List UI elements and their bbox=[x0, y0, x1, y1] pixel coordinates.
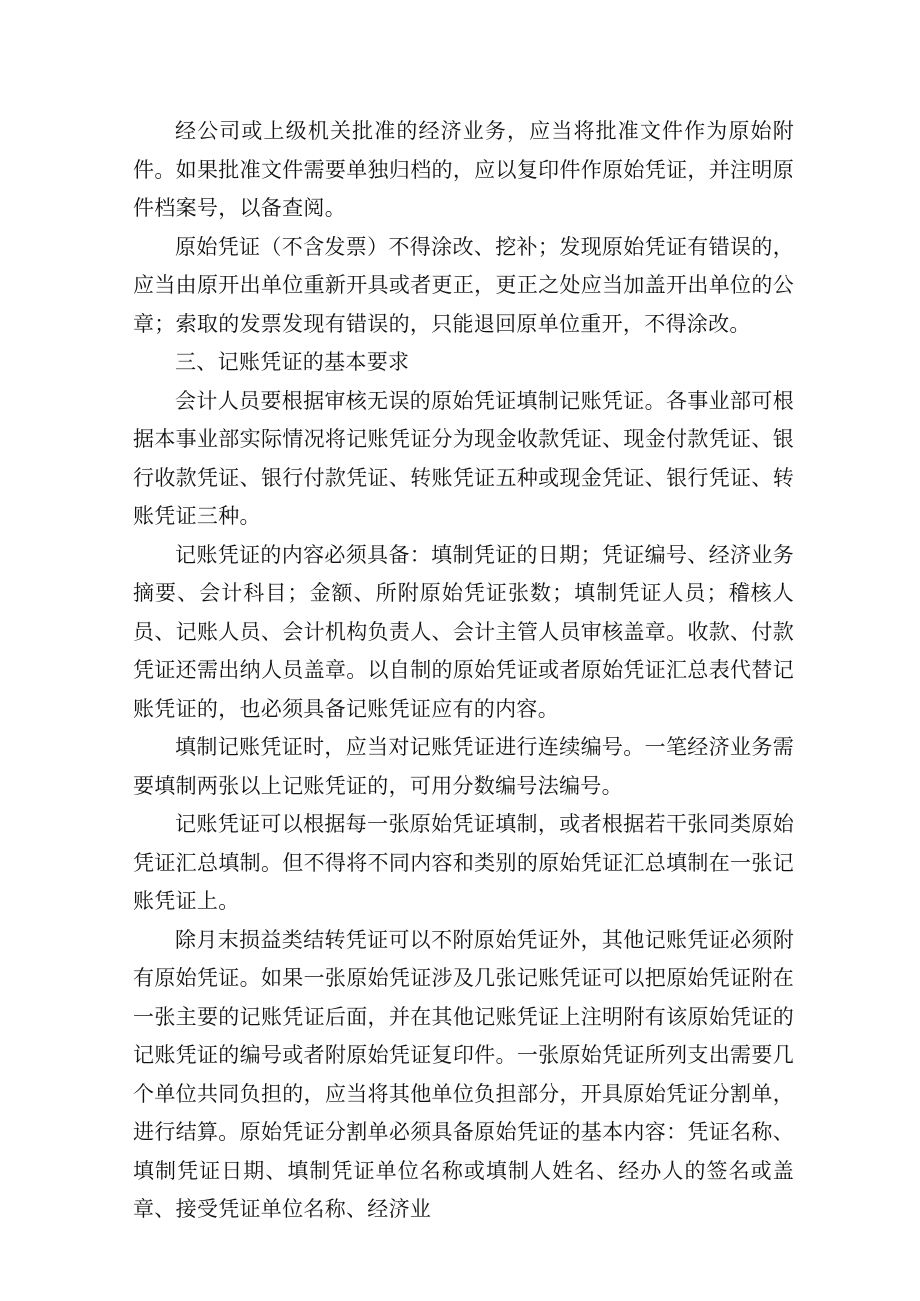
paragraph-voucher-contents: 记账凭证的内容必须具备：填制凭证的日期；凭证编号、经济业务摘要、会计科目；金额、所附原始凭证张数；填制凭证人员；稽核人员、记账人员、会计机构负责人、会计主管人员审核盖章。收款、付款凭证还需出纳人员盖章。以自制的原始凭证或者原始凭证汇总表代替记账凭证的，也必须具备记账凭证应有的内容。 bbox=[133, 542, 794, 721]
document-body bbox=[133, 112, 794, 1229]
paragraph-voucher-types: 会计人员要根据审核无误的原始凭证填制记账凭证。各事业部可根据本事业部实际情况将记账凭证分为现金收款凭证、现金付款凭证、银行收款凭证、银行付款凭证、转账凭证五种或现金凭证、银行凭证、转账凭证三种。 bbox=[133, 388, 794, 528]
section-heading: 三、记账凭证的基本要求 bbox=[175, 350, 410, 374]
paragraph-approval-documents: 经公司或上级机关批准的经济业务，应当将批准文件作为原始附件。如果批准文件需要单独归档的，应以复印件作原始凭证，并注明原件档案号，以备查阅。 bbox=[133, 119, 794, 220]
paragraph-voucher-numbering: 填制记账凭证时，应当对记账凭证进行连续编号。一笔经济业务需要填制两张以上记账凭证的，可用分数编号法编号。 bbox=[133, 735, 794, 798]
paragraph-no-alteration: 原始凭证（不含发票）不得涂改、挖补；发现原始凭证有错误的，应当由原开出单位重新开具或者更正，更正之处应当加盖开出单位的公章；索取的发票发现有错误的，只能退回原单位重开，不得涂改。 bbox=[133, 234, 794, 336]
paragraph-attachments: 除月末损益类结转凭证可以不附原始凭证外，其他记账凭证必须附有原始凭证。如果一张原始凭证涉及几张记账凭证可以把原始凭证附在一张主要的记账凭证后面，并在其他记账凭证上注明附有该原始凭证的记账凭证的编号或者附原始凭证复印件。一张原始凭证所列支出需要几个单位共同负担的，应当将其他单位负担部分，开具原始凭证分割单，进行结算。原始凭证分割单必须具备原始凭证的基本内容：凭证名称、填制凭证日期、填制凭证单位名称或填制人姓名、经办人的签名或盖章、接受凭证单位名称、经济业 bbox=[133, 927, 794, 1221]
paragraph-voucher-filling: 记账凭证可以根据每一张原始凭证填制，或者根据若干张同类原始凭证汇总填制。但不得将不同内容和类别的原始凭证汇总填制在一张记账凭证上。 bbox=[133, 812, 794, 913]
